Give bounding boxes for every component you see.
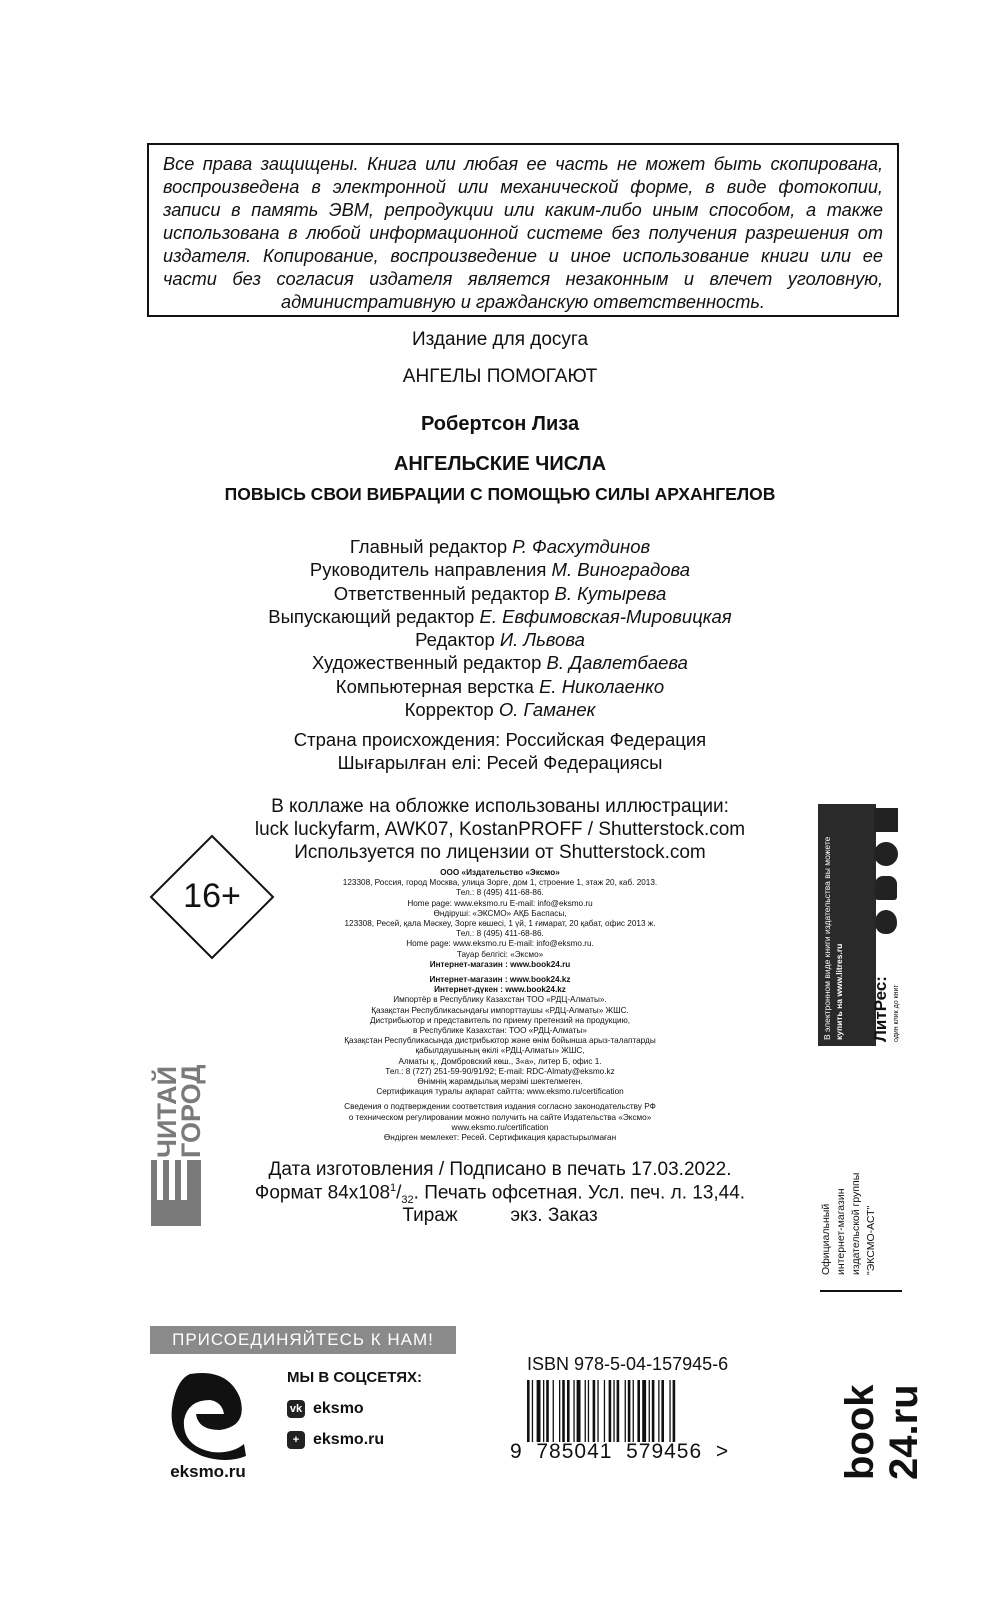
barcode-bar [669, 1380, 670, 1442]
barcode-bar [532, 1380, 533, 1442]
barcode-bar [658, 1380, 659, 1442]
barcode-bar [577, 1380, 581, 1442]
book24-caption-line2: интернет-магазин [835, 1188, 847, 1275]
barcode-bar [553, 1380, 554, 1442]
social-link-vk[interactable] [287, 1400, 364, 1418]
publisher-line: ООО «Издательство «Эксмо» [440, 868, 560, 877]
publisher-line: Дистрибьютор и представитель по приему претензий на продукцию, [370, 1015, 630, 1025]
eksmo-logo-caption: eksmo.ru [170, 1462, 246, 1481]
social-label-vk: eksmo [313, 1400, 364, 1418]
publisher-line: Интернет-магазин : www.book24.ru [429, 959, 571, 969]
barcode-bar [559, 1380, 560, 1442]
barcode-bar [537, 1380, 541, 1442]
publisher-line: Home page: www.eksmo.ru E-mail: info@eksmo.ru. [406, 939, 594, 949]
barcode-bar [642, 1380, 646, 1442]
publisher-line: www.eksmo.ru/certification [451, 1122, 549, 1132]
book24-caption-line3: издательской группы [850, 1172, 862, 1275]
credit-role: Выпускающий редактор [268, 605, 475, 627]
publisher-line: Өндіруші: «ЭКСМО» АҚБ Баспасы, [433, 908, 567, 918]
format-sub: 32 [401, 1194, 414, 1207]
barcode-bar [543, 1380, 544, 1442]
rights-notice-text: Все права защищены. Книга или любая ее часть не может быть скопирована, воспроизведена в электронной или механической форме, в виде фотокопии, записи в память ЭВМ, репродукции или каким-либо иным способом, а также использована в любой информационной системе без получения разрешения от издателя. Копирование, воспроизведение и иное использование книги или ее части без согласия издателя является незаконным и влечет уголовную, административную и гражданскую ответственность. [163, 154, 883, 312]
credit-role: Художественный редактор [312, 652, 542, 674]
litres-banner [818, 804, 876, 1046]
publisher-line: о техническом регулировании можно получить на сайте Издательства «Эксмо» [348, 1112, 652, 1122]
collage-credit-line1: В коллаже на обложке использованы иллюстрации: [271, 796, 729, 817]
credit-line [0, 628, 1000, 651]
barcode-bar [604, 1380, 605, 1442]
credit-line [0, 651, 1000, 674]
litres-text-line1: В электронном виде книги издательства вы можете [822, 836, 832, 1040]
barcode-bar [562, 1380, 565, 1442]
barcode-icon [527, 1380, 725, 1442]
publisher-line: Сертификация туралы ақпарат сайтта: www.eksmo.ru/certification [376, 1087, 624, 1097]
author-name: Робертсон Лиза [420, 413, 580, 435]
barcode-bar [633, 1380, 634, 1442]
publisher-line: Импортёр в Республику Казахстан ТОО «РДЦ-Алматы». [393, 995, 607, 1005]
book24-caption-line4: "ЭКСМО-АСТ" [865, 1205, 877, 1275]
vk-icon: vk [287, 1400, 305, 1418]
credit-line [0, 582, 1000, 605]
publisher-line: Қазақстан Республикасындағы импорттаушы «РДЦ-Алматы» ЖШС. [371, 1005, 629, 1015]
litres-brand: ЛитРес: [871, 976, 890, 1042]
barcode-bar [567, 1380, 570, 1442]
credit-line [0, 698, 1000, 721]
credit-role: Корректор [404, 699, 494, 721]
book24-caption [818, 1170, 904, 1280]
credit-line [0, 675, 1000, 698]
publisher-line: 123308, Россия, город Москва, улица Зорге, дом 1, строение 1, этаж 20, каб. 2013. [342, 878, 658, 888]
credit-name: О. Гаманек [498, 699, 596, 721]
credit-line [0, 535, 1000, 558]
publisher-line: 123308, Ресей, қала Мәскеу, Зорге көшесі, 1 үй, 1 ғимарат, 20 қабат, офис 2013 ж. [344, 919, 656, 929]
credit-role: Редактор [415, 629, 495, 651]
origin-country-ru: Страна происхождения: Российская Федерация [293, 729, 707, 750]
litres-tagline: один клик до книг [893, 984, 900, 1042]
social-link-site[interactable] [287, 1431, 384, 1449]
book24-logo: book 24.ru [838, 1384, 926, 1480]
publisher-line: Тел.: 8 (727) 251-59-90/91/92; E-mail: RDC-Almaty@eksmo.kz [385, 1066, 615, 1076]
credit-role: Компьютерная верстка [335, 675, 534, 697]
barcode-bar [597, 1380, 598, 1442]
publisher-line: Сведения о подтверждении соответствия издания согласно законодательству РФ [344, 1102, 656, 1112]
publisher-line: Интернет-магазин : www.book24.kz [429, 975, 571, 985]
print-run: Тираж экз. Заказ [402, 1205, 598, 1226]
social-label-site: eksmo.ru [313, 1431, 385, 1449]
publisher-line: Өндірген мемлекет: Ресей. Сертификация қарастырылмаған [383, 1133, 617, 1143]
barcode-bar [661, 1380, 664, 1442]
publisher-line: Тауар белгісі: «Эксмо» [456, 949, 544, 959]
barcode-bar [585, 1380, 586, 1442]
credit-name: В. Кутырева [554, 582, 667, 604]
windows-icon [874, 808, 898, 832]
print-date: Дата изготовления / Подписано в печать 17.03.2022. [268, 1159, 732, 1180]
credit-name: Р. Фасхутдинов [512, 536, 651, 557]
format-suffix: . Печать офсетная. Усл. печ. л. 13,44. [413, 1182, 746, 1204]
barcode-bar [625, 1380, 626, 1442]
credit-name: Е. Николаенко [539, 675, 665, 697]
credit-name: И. Львова [499, 629, 585, 651]
barcode-bar [673, 1380, 676, 1442]
age-rating-badge [149, 834, 275, 960]
eksmo-swirl-icon [162, 1368, 252, 1460]
print-format: Формат $84x108^1/_{32}$. Печать офсетная. Усл. печ. л. 13,44. [254, 1182, 746, 1207]
barcode-bar [546, 1380, 549, 1442]
barcode-bar [609, 1380, 612, 1442]
origin-country-kz: Шығарылған елі: Ресей Федерациясы [337, 752, 663, 773]
chitai-gorod-logo [151, 1030, 206, 1226]
isbn-number: ISBN 978-5-04-157945-6 [527, 1354, 729, 1374]
publisher-line: Алматы қ., Домбровский көш., 3«а», литер Б, офис 1. [398, 1056, 602, 1066]
credit-role: Главный редактор [349, 536, 508, 557]
credit-role: Руководитель направления [309, 559, 547, 581]
platform-icons [870, 804, 904, 934]
socials-heading: МЫ В СОЦСЕТЯХ: [287, 1369, 423, 1386]
barcode-bar [527, 1380, 530, 1442]
barcode-bar [652, 1380, 655, 1442]
barcode-bar [588, 1380, 589, 1442]
plus-icon: + [287, 1431, 305, 1449]
credits-list [0, 535, 1000, 721]
barcode-bar [628, 1380, 631, 1442]
credit-name: В. Давлетбаева [546, 652, 688, 674]
book24-divider [820, 1290, 902, 1292]
barcode-digits: 9 785041 579456 > [510, 1440, 730, 1463]
barcode-bar [573, 1380, 574, 1442]
credit-role: Ответственный редактор [333, 582, 550, 604]
barcode-bar [649, 1380, 650, 1442]
barcode-bar [593, 1380, 596, 1442]
eksmo-logo [162, 1368, 252, 1481]
publisher-line: Home page: www.eksmo.ru E-mail: info@eksmo.ru [407, 898, 593, 908]
credit-line [0, 605, 1000, 628]
publisher-line: Интернет-дүкен : www.book24.kz [434, 985, 566, 995]
litres-text-line2: купить на www.litres.ru [834, 943, 844, 1040]
publisher-line: Өнімнің жарамдылық мерзімі шектелмеген. [417, 1077, 583, 1087]
barcode-bar [637, 1380, 640, 1442]
publisher-line: в Республике Казахстан: ТОО «РДЦ-Алматы» [413, 1026, 587, 1036]
chitai-gorod-block-icon [151, 1160, 201, 1226]
book-title: АНГЕЛЬСКИЕ ЧИСЛА [393, 453, 607, 475]
publisher-line: қабылдаушының өкілі «РДЦ-Алматы» ЖШС, [415, 1046, 585, 1056]
barcode-bar [613, 1380, 614, 1442]
book24-caption-line1: Официальный [820, 1203, 832, 1275]
format-sup: 1 [390, 1182, 397, 1194]
barcode-bar [617, 1380, 620, 1442]
publisher-line: Тел.: 8 (495) 411-68-86. [456, 888, 544, 898]
publisher-line: Тел.: 8 (495) 411-68-86. [456, 929, 544, 939]
edition-type: Издание для досуга [411, 329, 589, 350]
book-subtitle: ПОВЫСЬ СВОИ ВИБРАЦИИ С ПОМОЩЬЮ СИЛЫ АРХАНГЕЛОВ [224, 484, 776, 504]
credit-name: М. Виноградова [551, 559, 691, 581]
rights-notice-box [147, 143, 899, 317]
series-name: АНГЕЛЫ ПОМОГАЮТ [402, 366, 598, 387]
publisher-line: Қазақстан Республикасында дистрибьютор және өнім бойынша арыз-талаптарды [344, 1036, 656, 1046]
collage-credit-line3: Используется по лицензии от Shutterstock.com [294, 842, 706, 863]
chitai-gorod-text: ЧИТАЙ ГОРОД [152, 1064, 206, 1158]
credit-line [0, 558, 1000, 581]
opera-icon [874, 842, 898, 866]
collage-credit-line2: luck luckyfarm, AWK07, KostanPROFF / Shutterstock.com [254, 819, 746, 840]
android-icon [875, 876, 897, 900]
join-us-banner: ПРИСОЕДИНЯЙТЕСЬ К НАМ! [150, 1326, 456, 1354]
publisher-details [330, 868, 670, 1143]
age-rating-text: 16+ [183, 877, 241, 915]
credit-name: Е. Евфимовская-Мировицкая [479, 605, 732, 627]
format-prefix: Формат 84x108 [254, 1182, 391, 1204]
